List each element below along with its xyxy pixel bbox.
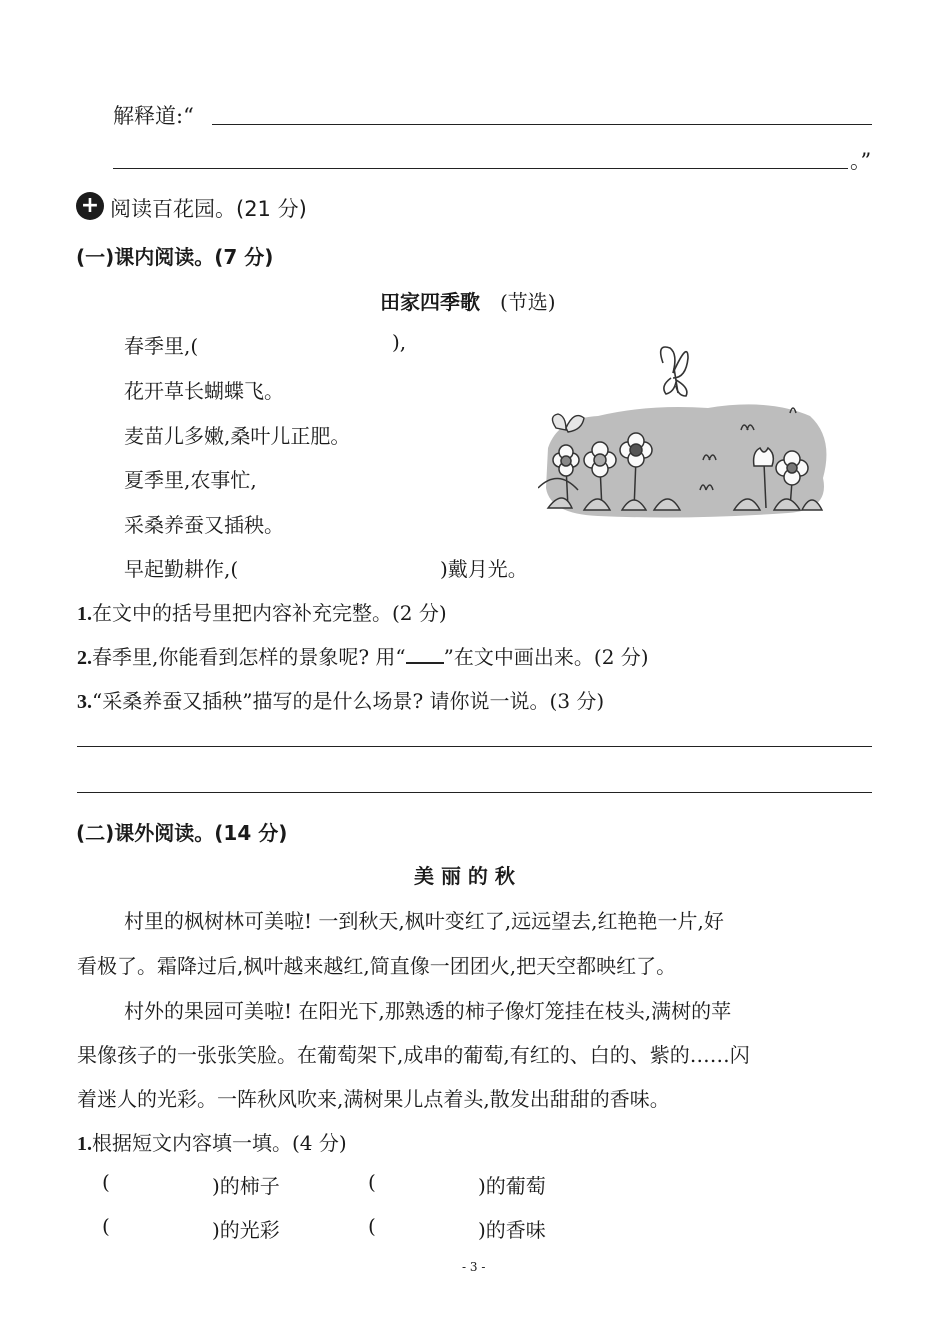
article-title: 美 丽 的 秋 bbox=[414, 864, 515, 888]
poem-line-6a: 早起勤耕作,( bbox=[124, 557, 239, 581]
fill-open-3: ( bbox=[102, 1214, 110, 1238]
para2-line2: 果像孩子的一张张笑脸。在葡萄架下,成串的葡萄,有红的、白的、紫的……闪 bbox=[77, 1043, 750, 1067]
fill-grape[interactable]: )的葡萄 bbox=[478, 1174, 546, 1198]
poem-line-5: 采桑养蚕又插秧。 bbox=[124, 513, 284, 537]
poem-line-1b: ), bbox=[392, 330, 407, 354]
end-quote: 。” bbox=[850, 149, 872, 173]
fill-open-4: ( bbox=[368, 1214, 376, 1238]
answer-line-3[interactable] bbox=[77, 746, 872, 747]
para1-line1: 村里的枫树林可美啦! 一到秋天,枫叶变红了,远远望去,红艳艳一片,好 bbox=[124, 909, 724, 933]
p1-question-3: 3.“采桑养蚕又插秧”描写的是什么场景? 请你说一说。(3 分) bbox=[77, 689, 605, 713]
part2-heading: (二)课外阅读。(14 分) bbox=[76, 821, 288, 845]
poem-line-3: 麦苗儿多嫩,桑叶儿正肥。 bbox=[124, 424, 351, 448]
part1-heading: (一)课内阅读。(7 分) bbox=[76, 245, 274, 269]
plus-icon: + bbox=[76, 192, 104, 220]
para2-line3: 着迷人的光彩。一阵秋风吹来,满树果儿点着头,散发出甜甜的香味。 bbox=[77, 1087, 670, 1111]
answer-line-1[interactable] bbox=[212, 124, 872, 125]
explain-prefix: 解释道:“ bbox=[113, 104, 194, 128]
flower-garden-illustration bbox=[538, 338, 838, 523]
fill-open-2: ( bbox=[368, 1170, 376, 1194]
p2-question-1: 1.根据短文内容填一填。(4 分) bbox=[77, 1131, 347, 1155]
answer-line-2[interactable] bbox=[113, 168, 848, 169]
page-number: - 3 - bbox=[462, 1260, 486, 1274]
poem-note: (节选) bbox=[500, 290, 556, 314]
p1-question-1: 1.在文中的括号里把内容补充完整。(2 分) bbox=[77, 601, 447, 625]
poem-title: 田家四季歌 bbox=[380, 290, 480, 314]
poem-line-2: 花开草长蝴蝶飞。 bbox=[124, 379, 284, 403]
fill-open-1: ( bbox=[102, 1170, 110, 1194]
underline-mark-icon bbox=[406, 644, 444, 664]
poem-line-1a: 春季里,( bbox=[124, 334, 199, 358]
section-title: 阅读百花园。(21 分) bbox=[110, 197, 307, 221]
fill-persimmon[interactable]: )的柿子 bbox=[212, 1174, 280, 1198]
fill-luster[interactable]: )的光彩 bbox=[212, 1218, 280, 1242]
fill-fragrance[interactable]: )的香味 bbox=[478, 1218, 546, 1242]
poem-line-4: 夏季里,农事忙, bbox=[124, 468, 257, 492]
answer-line-4[interactable] bbox=[77, 792, 872, 793]
p1-question-2: 2.春季里,你能看到怎样的景象呢? 用“ ”在文中画出来。(2 分) bbox=[77, 645, 649, 669]
para2-line1: 村外的果园可美啦! 在阳光下,那熟透的柿子像灯笼挂在枝头,满树的苹 bbox=[124, 999, 732, 1023]
poem-line-6b: )戴月光。 bbox=[440, 557, 528, 581]
para1-line2: 看极了。霜降过后,枫叶越来越红,简直像一团团火,把天空都映红了。 bbox=[77, 954, 677, 978]
